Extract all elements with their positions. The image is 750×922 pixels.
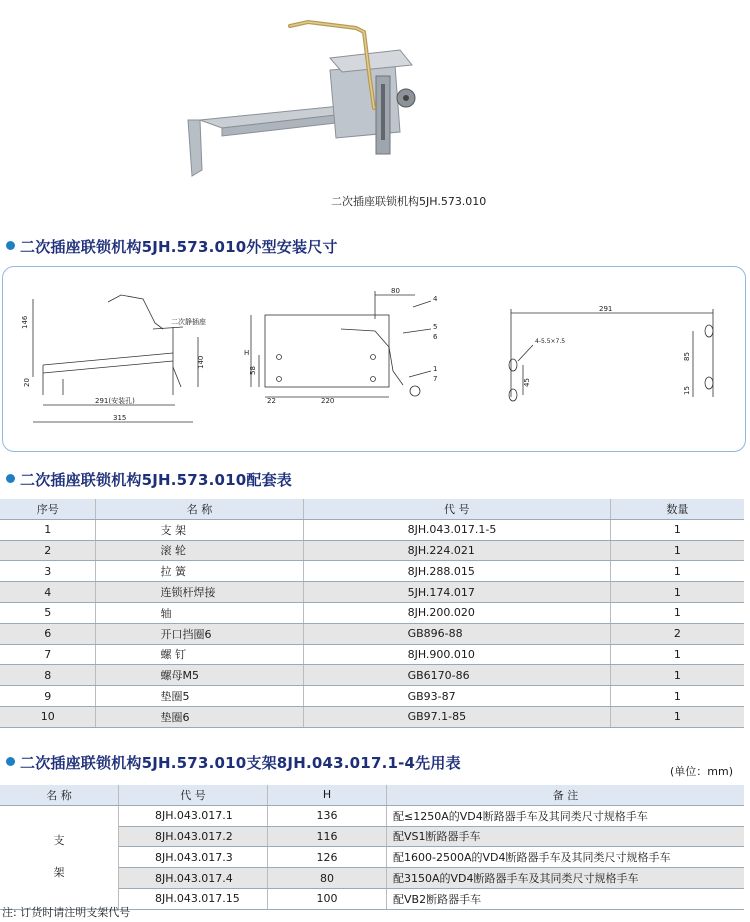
svg-text:1: 1 [433, 365, 438, 373]
col-header-code: 代 号 [303, 499, 610, 519]
row-index: 6 [0, 623, 96, 644]
section-title-bracket-table-text: 二次插座联锁机构5JH.573.010支架8JH.043.017.1-4先用表 [20, 754, 461, 772]
interlock-mechanism-illustration [180, 10, 440, 190]
table-row [0, 686, 744, 707]
section-title-dimensions [6, 236, 338, 257]
svg-text:58: 58 [249, 366, 257, 375]
row-qty: 1 [610, 665, 744, 686]
row-index: 2 [0, 540, 96, 561]
row-index: 5 [0, 602, 96, 623]
parts-table-body [0, 519, 744, 727]
bullet-icon [6, 757, 15, 766]
parts-table-header [0, 499, 744, 519]
col-header-name: 名 称 [0, 785, 119, 805]
row-code: 8JH.200.020 [303, 602, 610, 623]
row-code: 8JH.043.017.4 [119, 868, 268, 889]
dimension-labels-right [523, 305, 691, 395]
row-code: 8JH.900.010 [303, 644, 610, 665]
bracket-table-body [0, 805, 744, 909]
svg-text:45: 45 [523, 378, 531, 387]
svg-text:80: 80 [391, 287, 400, 295]
product-photo [180, 10, 440, 190]
table-row [0, 644, 744, 665]
row-name: 滚 轮 [96, 540, 303, 561]
section-title-bracket-table [6, 752, 461, 773]
section-title-parts-list [6, 469, 292, 490]
row-index: 9 [0, 686, 96, 707]
row-code: GB6170-86 [303, 665, 610, 686]
dimension-drawing [3, 267, 745, 451]
row-qty: 1 [610, 706, 744, 727]
row-code: GB97.1-85 [303, 706, 610, 727]
col-header-name: 名 称 [96, 499, 303, 519]
svg-text:二次静插座: 二次静插座 [171, 318, 206, 326]
col-header-remarks: 备 注 [387, 785, 745, 805]
table-row [0, 623, 744, 644]
row-remarks: 配≤1250A的VD4断路器手车及其同类尺寸规格手车 [387, 805, 745, 826]
row-h: 80 [268, 868, 387, 889]
row-qty: 1 [610, 602, 744, 623]
svg-text:15: 15 [683, 386, 691, 395]
row-code: 5JH.174.017 [303, 582, 610, 603]
row-remarks: 配1600-2500A的VD4断路器手车及其同类尺寸规格手车 [387, 847, 745, 868]
unit-note: (单位：mm) [670, 765, 734, 778]
dimension-drawing-panel [2, 266, 746, 452]
svg-text:H: H [244, 349, 250, 357]
row-name: 拉 簧 [96, 561, 303, 582]
section-title-parts-list-text: 二次插座联锁机构5JH.573.010配套表 [20, 471, 292, 489]
parts-table [0, 499, 744, 728]
row-qty: 1 [610, 519, 744, 540]
svg-text:20: 20 [23, 378, 31, 387]
row-qty: 1 [610, 540, 744, 561]
svg-text:146: 146 [21, 315, 29, 329]
row-name: 垫圈6 [96, 706, 303, 727]
row-code: 8JH.043.017.1-5 [303, 519, 610, 540]
bracket-name-char: 架 [53, 866, 65, 880]
product-caption: 二次插座联锁机构5JH.573.010 [331, 195, 487, 208]
section-title-dimensions-text: 二次插座联锁机构5JH.573.010外型安装尺寸 [20, 238, 338, 256]
row-remarks: 配VS1断路器手车 [387, 826, 745, 847]
row-name: 连锁杆焊接 [96, 582, 303, 603]
bracket-name-char: 支 [53, 834, 65, 848]
svg-text:220: 220 [321, 397, 335, 405]
svg-text:85: 85 [683, 352, 691, 361]
svg-text:140: 140 [197, 355, 205, 369]
svg-text:6: 6 [433, 333, 438, 341]
bullet-icon [6, 241, 15, 250]
row-index: 3 [0, 561, 96, 582]
row-index: 1 [0, 519, 96, 540]
svg-text:7: 7 [433, 375, 438, 383]
row-name: 垫圈5 [96, 686, 303, 707]
row-index: 8 [0, 665, 96, 686]
row-code: 8JH.043.017.1 [119, 805, 268, 826]
row-code: GB896-88 [303, 623, 610, 644]
svg-text:4-5.5×7.5: 4-5.5×7.5 [535, 338, 566, 345]
row-index: 10 [0, 706, 96, 727]
svg-text:5: 5 [433, 323, 438, 331]
svg-text:315: 315 [113, 414, 127, 422]
table-row [0, 665, 744, 686]
row-code: 8JH.288.015 [303, 561, 610, 582]
bracket-name-cell [0, 805, 119, 909]
row-qty: 1 [610, 561, 744, 582]
svg-text:291(安装孔): 291(安装孔) [95, 397, 135, 405]
col-header-h: H [268, 785, 387, 805]
col-header-qty: 数量 [610, 499, 744, 519]
row-index: 7 [0, 644, 96, 665]
bracket-table [0, 785, 744, 910]
table-row [0, 582, 744, 603]
row-code: 8JH.224.021 [303, 540, 610, 561]
row-qty: 1 [610, 582, 744, 603]
row-h: 126 [268, 847, 387, 868]
bullet-icon [6, 474, 15, 483]
table-row [0, 706, 744, 727]
row-name: 开口挡圈6 [96, 623, 303, 644]
row-qty: 2 [610, 623, 744, 644]
row-qty: 1 [610, 686, 744, 707]
row-code: 8JH.043.017.2 [119, 826, 268, 847]
row-name: 螺 钉 [96, 644, 303, 665]
col-header-code: 代 号 [119, 785, 268, 805]
table-row [0, 540, 744, 561]
svg-text:291: 291 [599, 305, 613, 313]
table-row [0, 602, 744, 623]
table-row [0, 805, 744, 826]
dimension-labels-left [21, 315, 206, 422]
col-header-index: 序号 [0, 499, 96, 519]
row-remarks: 配VB2断路器手车 [387, 888, 745, 909]
svg-text:4: 4 [433, 295, 438, 303]
row-code: 8JH.043.017.3 [119, 847, 268, 868]
row-name: 支 架 [96, 519, 303, 540]
svg-text:22: 22 [267, 397, 276, 405]
row-h: 100 [268, 888, 387, 909]
row-qty: 1 [610, 644, 744, 665]
row-name: 螺母M5 [96, 665, 303, 686]
row-code: 8JH.043.017.15 [119, 888, 268, 909]
bracket-table-header [0, 785, 744, 805]
row-h: 136 [268, 805, 387, 826]
table-row [0, 519, 744, 540]
table-row [0, 561, 744, 582]
row-h: 116 [268, 826, 387, 847]
row-index: 4 [0, 582, 96, 603]
row-code: GB93-87 [303, 686, 610, 707]
footnote: 注: 订货时请注明支架代号 [2, 906, 131, 919]
row-remarks: 配3150A的VD4断路器手车及其同类尺寸规格手车 [387, 868, 745, 889]
row-name: 轴 [96, 602, 303, 623]
